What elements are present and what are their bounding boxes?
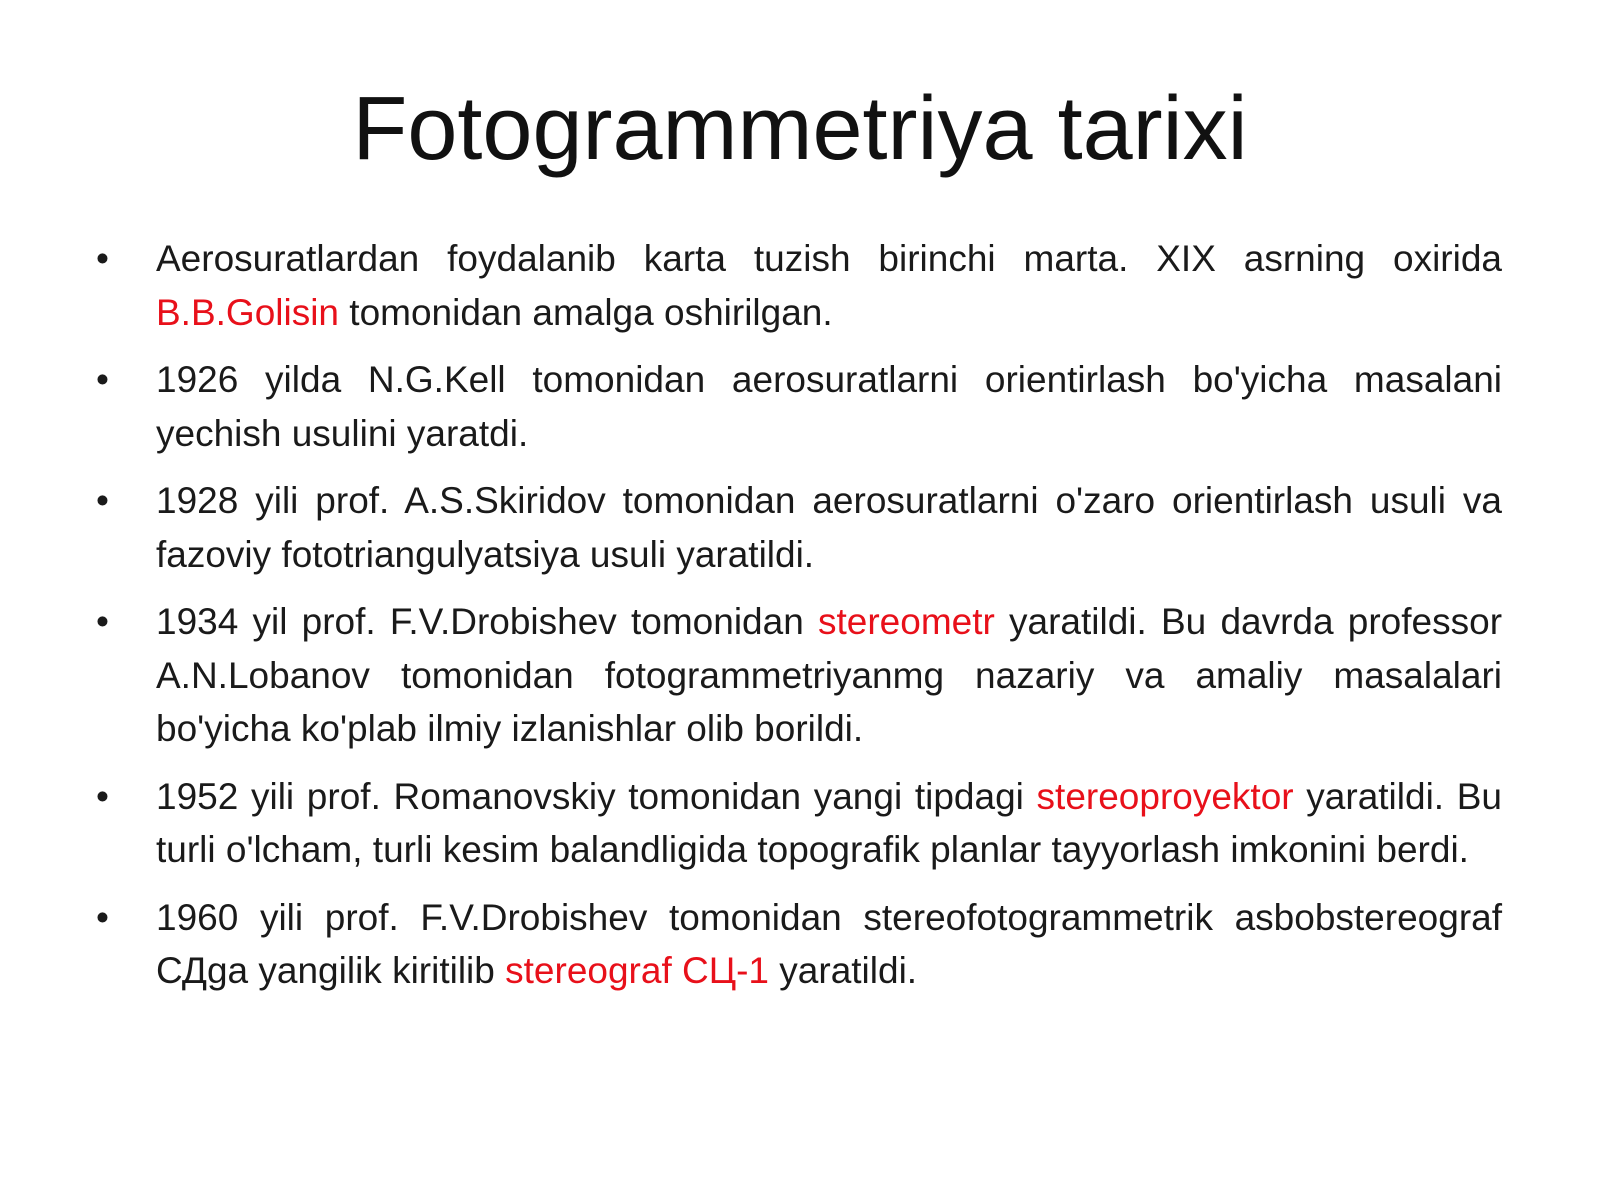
bullet-item-3 bbox=[96, 474, 1502, 581]
bullet-dot-icon: • bbox=[96, 480, 109, 521]
highlight-term: stereograf СЦ-1 bbox=[505, 950, 770, 991]
bullet-text: 1960 yili prof. F.V.Drobishev tomonidan stereofotogrammetrik asbobstereograf СДga yangilik kiritilib bbox=[156, 896, 1502, 991]
bullet-item-1 bbox=[96, 232, 1502, 339]
bullet-list bbox=[96, 232, 1502, 1012]
bullet-text: Aerosuratlardan foydalanib karta tuzish birinchi marta. XIX asrning oxirida bbox=[156, 238, 1502, 279]
bullet-dot-icon: • bbox=[96, 238, 109, 279]
bullet-item-5 bbox=[96, 770, 1502, 877]
bullet-item-4 bbox=[96, 595, 1502, 756]
bullet-text: 1928 yili prof. A.S.Skiridov tomonidan aerosuratlarni o'zaro orientirlash usuli va fazoviy fototriangulyatsiya usuli yaratildi. bbox=[156, 480, 1502, 575]
bullet-dot-icon: • bbox=[96, 601, 109, 642]
highlight-name: B.B.Golisin bbox=[156, 291, 340, 333]
bullet-item-6 bbox=[96, 891, 1502, 998]
bullet-text: yaratildi. bbox=[769, 950, 918, 991]
bullet-dot-icon: • bbox=[96, 896, 109, 938]
bullet-text: tomonidan amalga oshirilgan. bbox=[339, 291, 833, 333]
bullet-text: yaratildi. Bu turli o'lcham, turli kesim balandligida topografik planlar tayyorlash imkonini berdi. bbox=[156, 775, 1502, 870]
bullet-dot-icon: • bbox=[96, 775, 109, 817]
bullet-dot-icon: • bbox=[96, 359, 109, 400]
bullet-item-2 bbox=[96, 353, 1502, 460]
bullet-text: yaratildi. Bu davrda professor A.N.Lobanov tomonidan fotogrammetriyanmg nazariy va amaliy masalalari bo'yicha ko'plab ilmiy izlanishlar olib borildi. bbox=[156, 601, 1503, 749]
bullet-text: 1926 yilda N.G.Kell tomonidan aerosuratlarni orientirlash bo'yicha masalani yechish usulini yaratdi. bbox=[156, 359, 1502, 454]
highlight-term: stereoproyektor bbox=[1036, 775, 1294, 817]
slide-title: Fotogrammetriya tarixi bbox=[352, 79, 1248, 179]
bullet-text: 1934 yil prof. F.V.Drobishev tomonidan bbox=[156, 601, 818, 642]
highlight-term: stereometr bbox=[817, 601, 995, 642]
bullet-text: 1952 yili prof. Romanovskiy tomonidan yangi tipdagi bbox=[156, 775, 1037, 817]
